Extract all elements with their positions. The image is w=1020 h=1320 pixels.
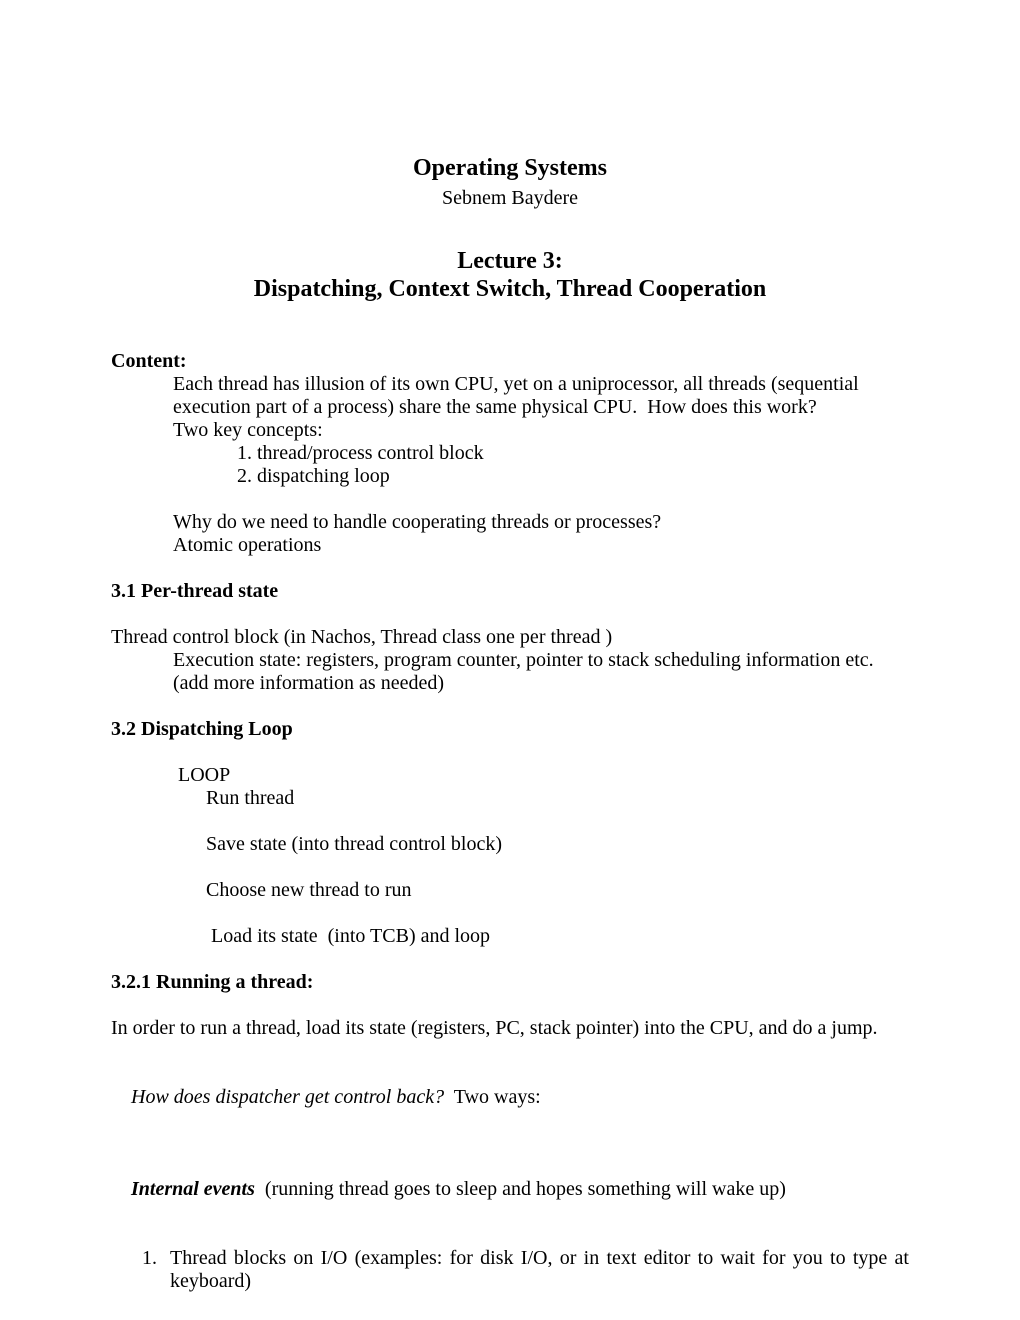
content-concept-item-2: 2. dispatching loop: [237, 465, 390, 487]
numbered-item-1: [142, 1247, 909, 1293]
lecture-number: Lecture 3:: [457, 248, 563, 274]
internal-events-line: [111, 1155, 909, 1224]
content-concepts-label: Two key concepts:: [173, 419, 323, 441]
content-section-heading: Content:: [111, 350, 187, 372]
internal-events-rest: (running thread goes to sleep and hopes something will wake up): [254, 1178, 786, 1200]
content-intro-line2: execution part of a process) share the same physical CPU. How does this work?: [173, 396, 817, 418]
dispatcher-question-rest: Two ways:: [444, 1086, 541, 1108]
section-3-1-line3: (add more information as needed): [173, 672, 445, 694]
section-3-2-heading: 3.2 Dispatching Loop: [111, 718, 293, 740]
section-3-1-line2: Execution state: registers, program counter, pointer to stack scheduling information etc.: [173, 649, 874, 671]
section-3-2-1-para1: In order to run a thread, load its state (registers, PC, stack pointer) into the CPU, and do a jump.: [111, 1017, 878, 1039]
internal-events-label: Internal events: [131, 1178, 255, 1200]
section-3-2-1-heading: 3.2.1 Running a thread:: [111, 971, 314, 993]
numbered-item-1-number: 1.: [142, 1247, 157, 1269]
content-concept-item-1: 1. thread/process control block: [237, 442, 484, 464]
numbered-item-1-line1: Thread blocks on I/O (examples: for disk I/O, or in text editor to wait for you to type at: [170, 1247, 909, 1269]
loop-step-run-thread: Run thread: [206, 787, 295, 809]
content-atomic-operations: Atomic operations: [173, 534, 322, 556]
section-3-1-heading: 3.1 Per-thread state: [111, 580, 279, 602]
loop-step-choose-thread: Choose new thread to run: [206, 879, 412, 901]
content-question: Why do we need to handle cooperating threads or processes?: [173, 511, 662, 533]
numbered-item-1-line2: keyboard): [170, 1270, 252, 1292]
loop-step-save-state: Save state (into thread control block): [206, 833, 503, 855]
loop-step-load-state: Load its state (into TCB) and loop: [206, 925, 491, 947]
document-author: Sebnem Baydere: [441, 187, 579, 209]
section-3-1-line1: Thread control block (in Nachos, Thread class one per thread ): [111, 626, 613, 648]
content-intro-line1: Each thread has illusion of its own CPU, yet on a uniprocessor, all threads (sequential: [173, 373, 859, 395]
lecture-subtitle: Dispatching, Context Switch, Thread Cooperation: [253, 276, 767, 302]
document-title: Operating Systems: [413, 155, 607, 181]
loop-label: LOOP: [173, 764, 231, 786]
dispatcher-question-italic: How does dispatcher get control back?: [131, 1086, 445, 1108]
dispatcher-question-line: [111, 1063, 909, 1132]
lecture-heading: [111, 247, 909, 303]
